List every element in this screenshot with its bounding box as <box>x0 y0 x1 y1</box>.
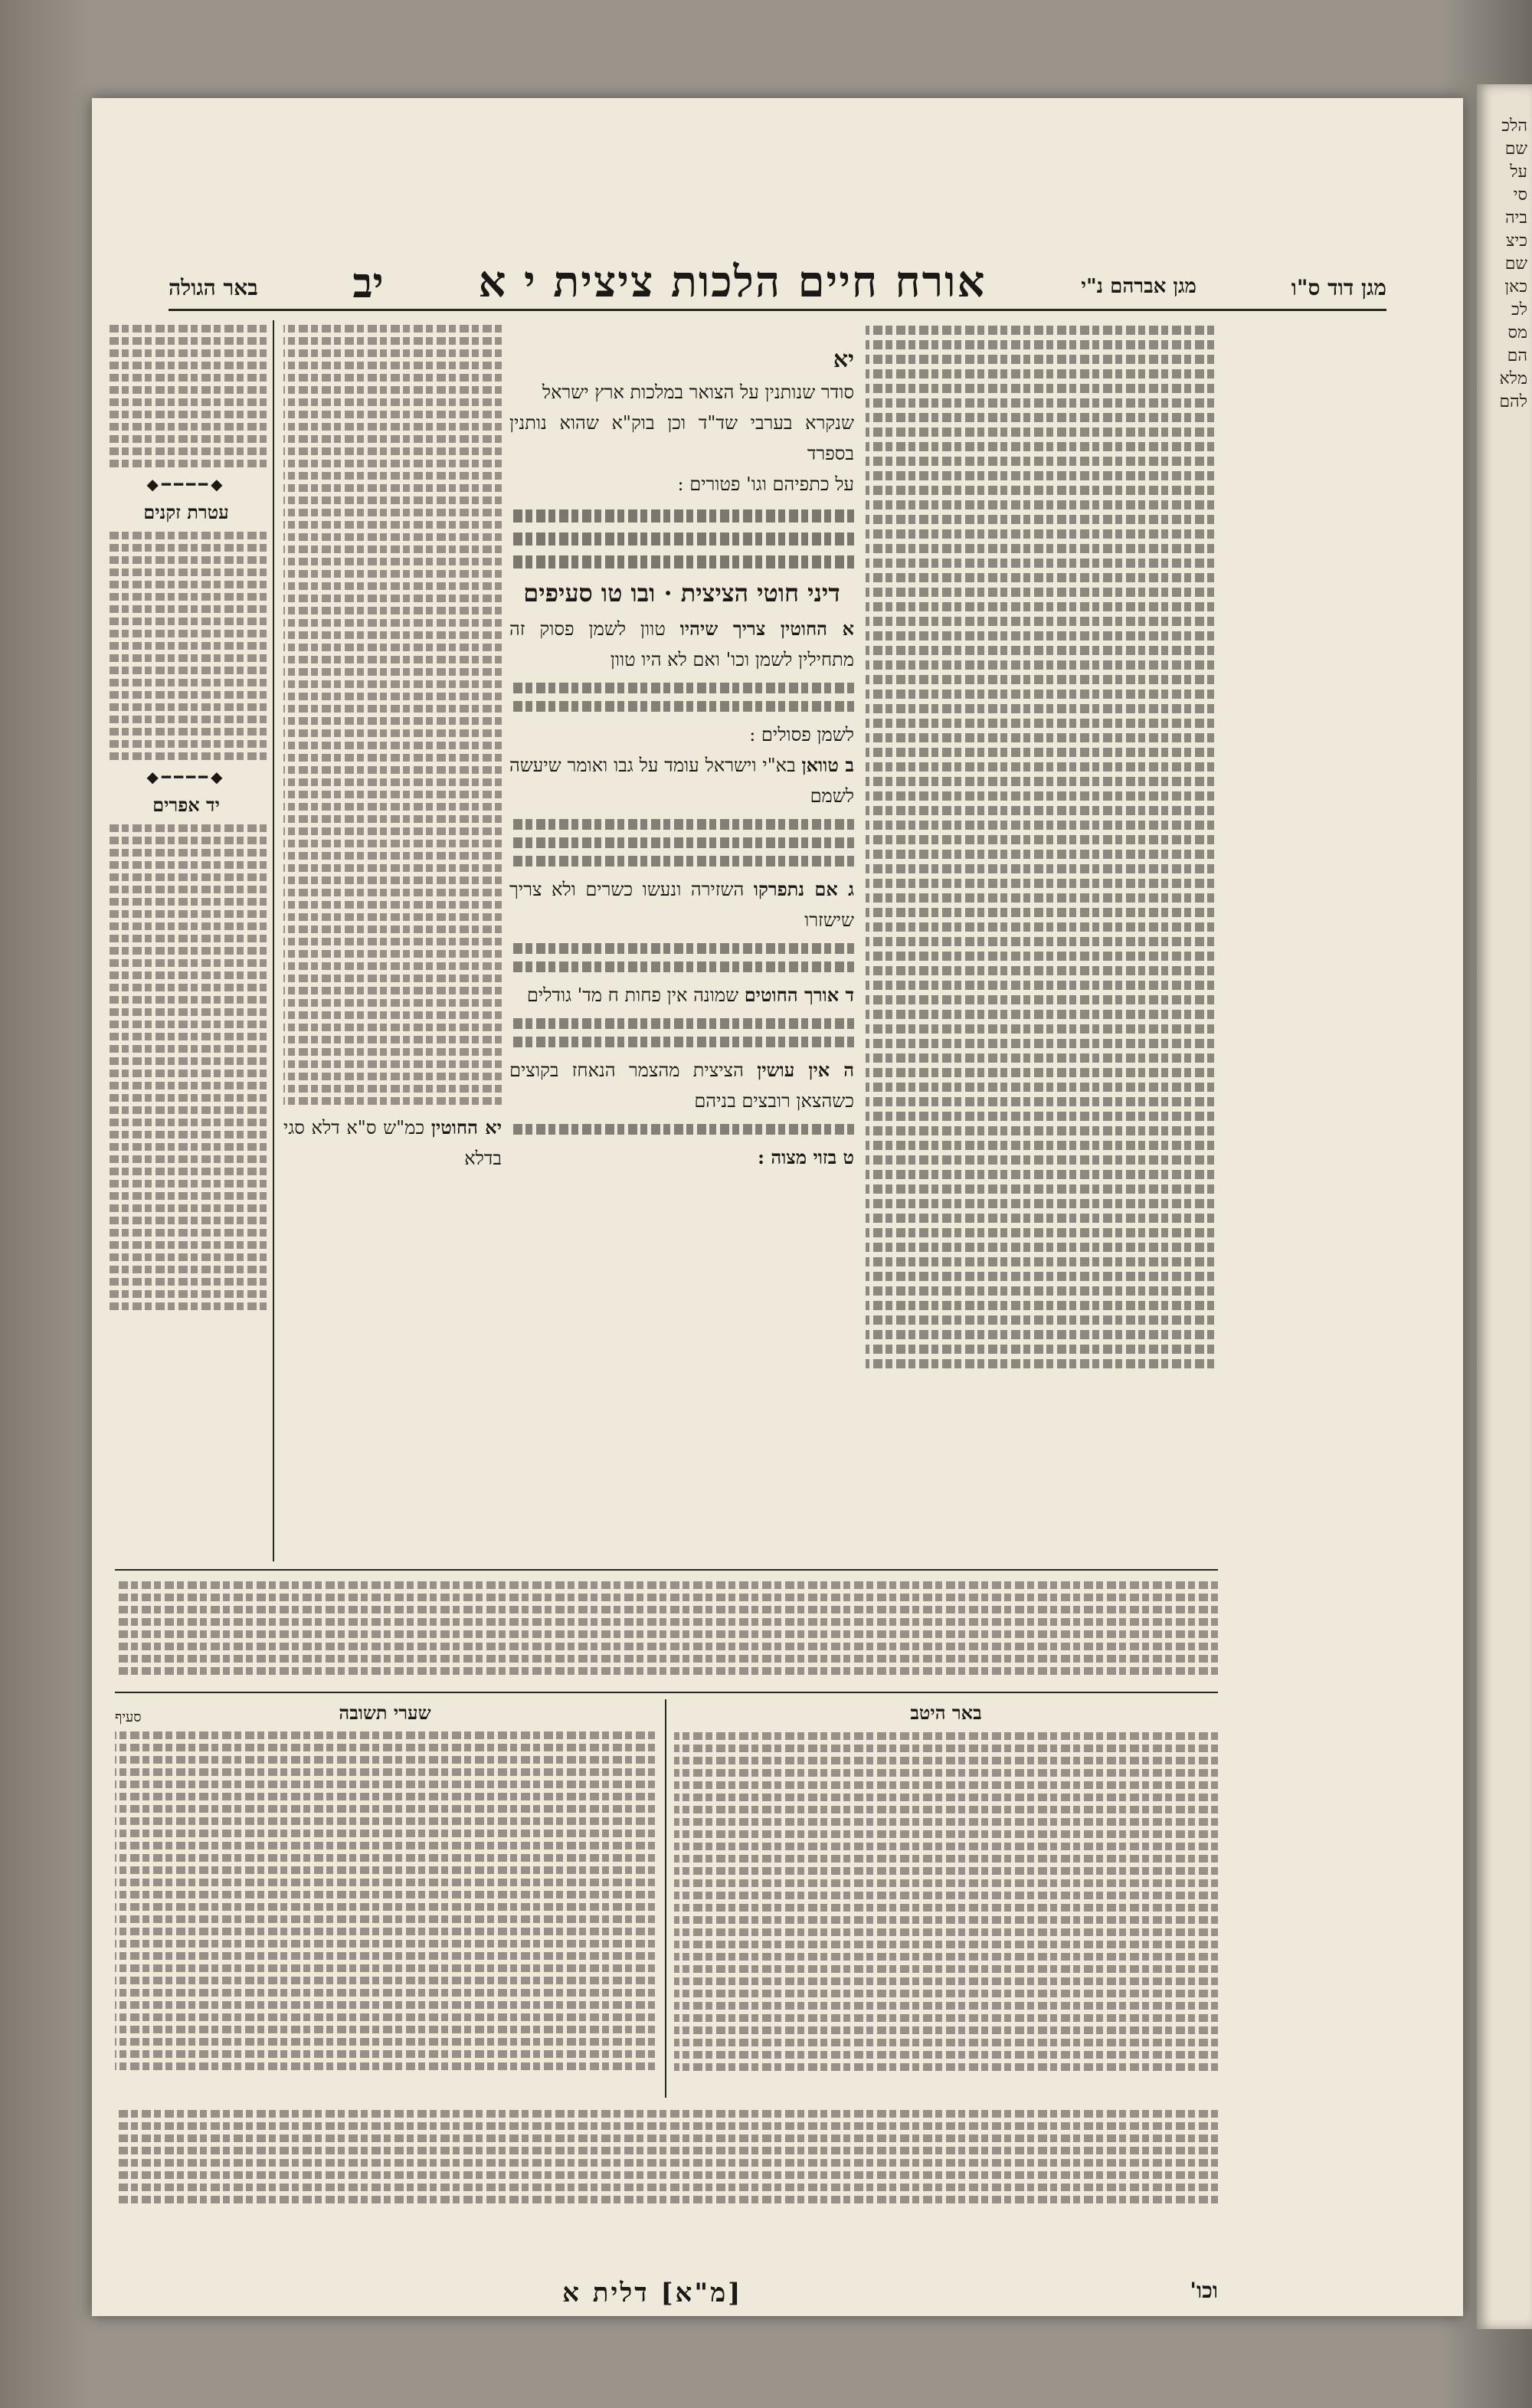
seif-h-lead: ה אין עושין <box>757 1059 854 1081</box>
seif-a-end: לשמן פסולים : <box>749 724 854 745</box>
header-right-label: באר הגולה <box>169 275 258 300</box>
siman-title: דיני חוטי הציצית · ובו טו סעיפים <box>523 578 840 608</box>
ornament-divider-1: ◆━━━━◆ <box>146 475 226 493</box>
header-left-label: מגן דוד ס"ו <box>1291 275 1386 300</box>
commentary-right-column <box>866 320 1214 1561</box>
catchword: וכו' <box>1190 2278 1218 2303</box>
seif-b-body: בא"י וישראל עומד על גבו ואומר שיעשה לשמם <box>509 755 854 807</box>
sidebar-left <box>106 320 267 1561</box>
beer-heitev-title: באר היטב <box>910 1702 982 1724</box>
shaarei-seif-label: סעיף <box>115 1709 142 1725</box>
ornament-divider-2: ◆━━━━◆ <box>146 768 226 786</box>
header-middle-label: מגן אברהם נ"י <box>1081 275 1196 298</box>
bottom-continuation <box>115 2105 1218 2259</box>
shaarei-teshuvah-title: שערי תשובה <box>339 1702 431 1724</box>
page-number: יב <box>352 258 384 307</box>
page-footer <box>115 2278 1218 2308</box>
sidebar-divider <box>273 320 274 1561</box>
seif-d-body: שמונה אין פחות ח מד' גודלים <box>526 984 739 1006</box>
printer-signature: [מ"א] דלית א <box>562 2278 743 2308</box>
seif-g-body: השזירה ונעשו כשרים ולא צריך שישזרו <box>509 879 854 931</box>
intro-line-1: סודר שנותנין על הצואר במלכות ארץ ישראל <box>542 382 854 403</box>
main-text-column <box>509 343 854 1263</box>
seif-a2-lead: יא החוטין <box>430 1116 502 1138</box>
seif-d-lead: ד אורך החוטים <box>744 984 854 1006</box>
intro-line-3: על כתפיהם וגו' פטורים : <box>677 473 854 495</box>
lower-section-rule <box>115 1569 1218 1571</box>
ateret-zkenim-title: עטרת זקנים <box>143 501 229 523</box>
seif-a-body: טוון לשמן פסוק זה מתחילין לשמן וכו' ואם לא היו טוון <box>509 618 854 670</box>
next-page-text: הלכ שם על סי ביה כיצ שם כאן לכ מס הם מלא להם <box>1499 116 1527 411</box>
siman-intro <box>509 343 854 377</box>
seif-h-body: הציצית מהצמר הנאחז בקוצים כשהצאן רובצים בניהם <box>509 1060 854 1112</box>
siman-marker: יא <box>833 346 854 373</box>
seif-a2-body: כמ"ש ס"א דלא סגי בדלא <box>283 1117 502 1169</box>
next-page-edge <box>1477 84 1532 2329</box>
seif-g-lead: ג אם נתפרקו <box>753 878 854 900</box>
seif-t-lead: ט בזוי מצוה : <box>758 1146 854 1168</box>
intro-line-2: שנקרא בערבי שד"ד וכן בוק"א שהוא נותנין בספרד <box>509 412 854 464</box>
yad-ephraim-title: יד אפרים <box>152 794 220 816</box>
notes-band <box>115 1577 1218 1684</box>
commentary-text-block <box>866 326 1214 1368</box>
seif-b-lead: ב טוואן <box>801 754 854 776</box>
lower-column-divider <box>665 1699 666 2098</box>
lower-titles-rule <box>115 1692 1218 1693</box>
header-title: אורח חיים הלכות ציצית י א <box>478 257 987 307</box>
page-header <box>169 217 1386 311</box>
magen-avraham-column <box>283 320 502 1485</box>
seif-a-lead: א החוטין צריך שיהיו <box>679 618 854 640</box>
book-page <box>92 98 1463 2316</box>
